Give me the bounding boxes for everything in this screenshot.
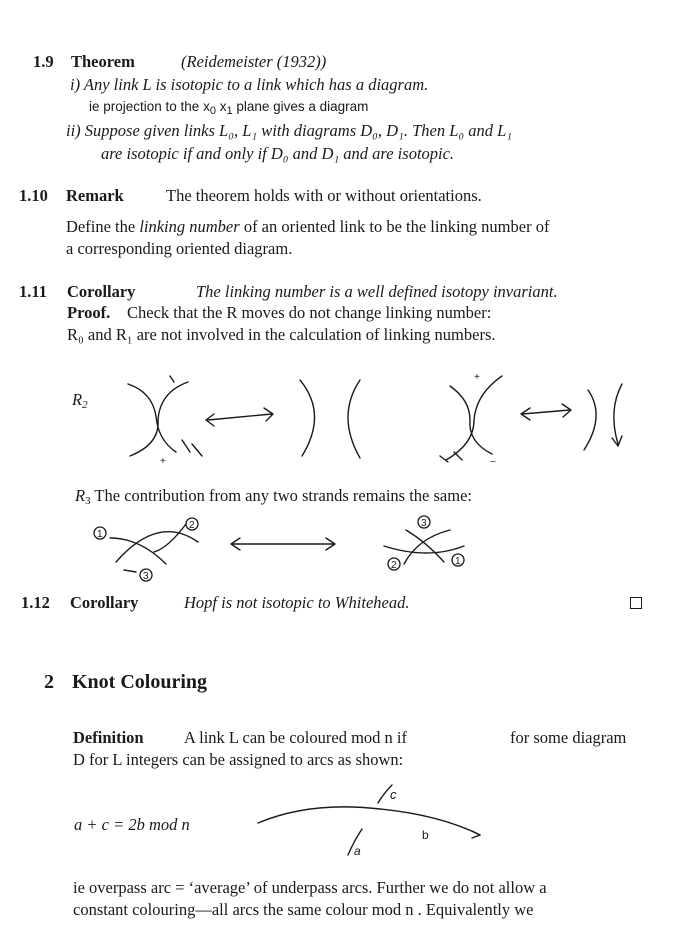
r3-right-strand-2 — [406, 530, 444, 562]
r2-tick-3 — [192, 444, 202, 456]
r2-separated-right-a — [584, 390, 596, 450]
section-2-title: Knot Colouring — [72, 671, 208, 693]
r2-separated-left — [300, 380, 315, 456]
r3-left-label-1: 1 — [97, 529, 103, 540]
proof-label: Proof. — [67, 303, 111, 322]
definition-text: A link L can be coloured mod n if — [184, 728, 407, 747]
corollary-1-11-statement: The linking number is a well defined isotopy invariant. — [196, 282, 558, 301]
theorem-1-9-number: 1.9 — [33, 52, 54, 71]
corollary-1-11-title: Corollary — [67, 282, 136, 301]
arc-label-c: c — [390, 787, 397, 802]
closing-text-line2: constant colouring—all arcs the same colour mod n . Equivalently we — [73, 900, 534, 919]
linking-number-definition-line2: a corresponding oriented diagram. — [66, 239, 293, 258]
definition-text-line2: D for L integers can be assigned to arcs as shown: — [73, 750, 404, 769]
section-2-number: 2 — [44, 671, 54, 693]
r3-left-strand-3 — [116, 532, 198, 562]
r2-strand-left-b — [130, 382, 188, 456]
qed-box — [630, 597, 642, 609]
r2-label: $R_2$ — [72, 390, 88, 411]
r2-separated-right — [348, 380, 360, 458]
corollary-1-12-title: Corollary — [70, 593, 139, 612]
reidemeister-2-sketch — [110, 370, 630, 470]
r3-right-label-1: 1 — [455, 556, 461, 567]
r2-sign-3: − — [490, 457, 496, 468]
proof-text-line2: R₀ and R₁ are not involved in the calculation of linking numbers. — [67, 325, 496, 344]
r3-right-label-2: 2 — [391, 560, 397, 571]
theorem-1-9-part-i: i) Any link L is isotopic to a link which has a diagram. — [70, 75, 429, 94]
r2-arrow-2-line — [522, 410, 570, 414]
r2-tick-1 — [170, 376, 174, 382]
r3-right-strand-1 — [384, 546, 464, 553]
r3-left-tick — [124, 570, 136, 572]
r3-right-label-3: 3 — [421, 518, 427, 529]
arc-head — [472, 831, 480, 838]
colouring-arc-sketch — [250, 775, 490, 865]
r3-text: $R_3$ The contribution from any two strands remains the same: — [75, 486, 472, 507]
overpass-arc — [258, 807, 480, 835]
r2-separated-right-b — [614, 384, 622, 444]
definition-title: Definition — [73, 728, 144, 747]
corollary-1-11-number: 1.11 — [19, 282, 47, 301]
remark-1-10-number: 1.10 — [19, 186, 48, 205]
r2-sign-1: + — [160, 456, 166, 467]
theorem-1-9-part-ii-line1: ii) Suppose given links L₀, L₁ with diagrams D₀, D₁. Then L₀ and L₁ — [66, 121, 513, 140]
closing-text-line1: ie overpass arc = ‘average’ of underpass arcs. Further we do not allow a — [73, 878, 547, 897]
arc-label-b: b — [422, 828, 429, 842]
r3-left-label-2: 2 — [189, 520, 195, 531]
remark-1-10-title: Remark — [66, 186, 124, 205]
reidemeister-3-sketch — [88, 508, 488, 588]
handwritten-note-projection: ie projection to the $x_0$ $x_1$ plane gives a diagram — [89, 99, 369, 117]
r2-tick-2 — [182, 440, 190, 452]
r2-strand-right-a — [450, 386, 492, 454]
corollary-1-12-statement: Hopf is not isotopic to Whitehead. — [184, 593, 410, 612]
r2-sign-2: + — [474, 372, 480, 383]
arc-label-a: a — [354, 844, 361, 858]
colouring-equation: a + c = 2b mod n — [74, 815, 190, 834]
corollary-1-12-number: 1.12 — [21, 593, 50, 612]
theorem-1-9-part-ii-line2: are isotopic if and only if D₀ and D₁ and are isotopic. — [101, 144, 455, 163]
r2-arrow-1-line — [208, 414, 272, 420]
r3-left-label-3: 3 — [143, 571, 149, 582]
r3-right-strand-3 — [404, 530, 450, 564]
definition-text-b: for some diagram — [510, 728, 627, 747]
r3-left-strand-2 — [154, 524, 186, 552]
theorem-1-9-title: Theorem — [71, 52, 135, 71]
r2-tick-4 — [454, 452, 462, 460]
remark-1-10-text: The theorem holds with or without orientations. — [166, 186, 482, 205]
linking-number-definition-line1: Define the linking number of an oriented link to be the linking number of — [66, 217, 550, 236]
theorem-1-9-attribution: (Reidemeister (1932)) — [181, 52, 327, 71]
proof-text: Check that the R moves do not change linking number: — [127, 303, 492, 322]
